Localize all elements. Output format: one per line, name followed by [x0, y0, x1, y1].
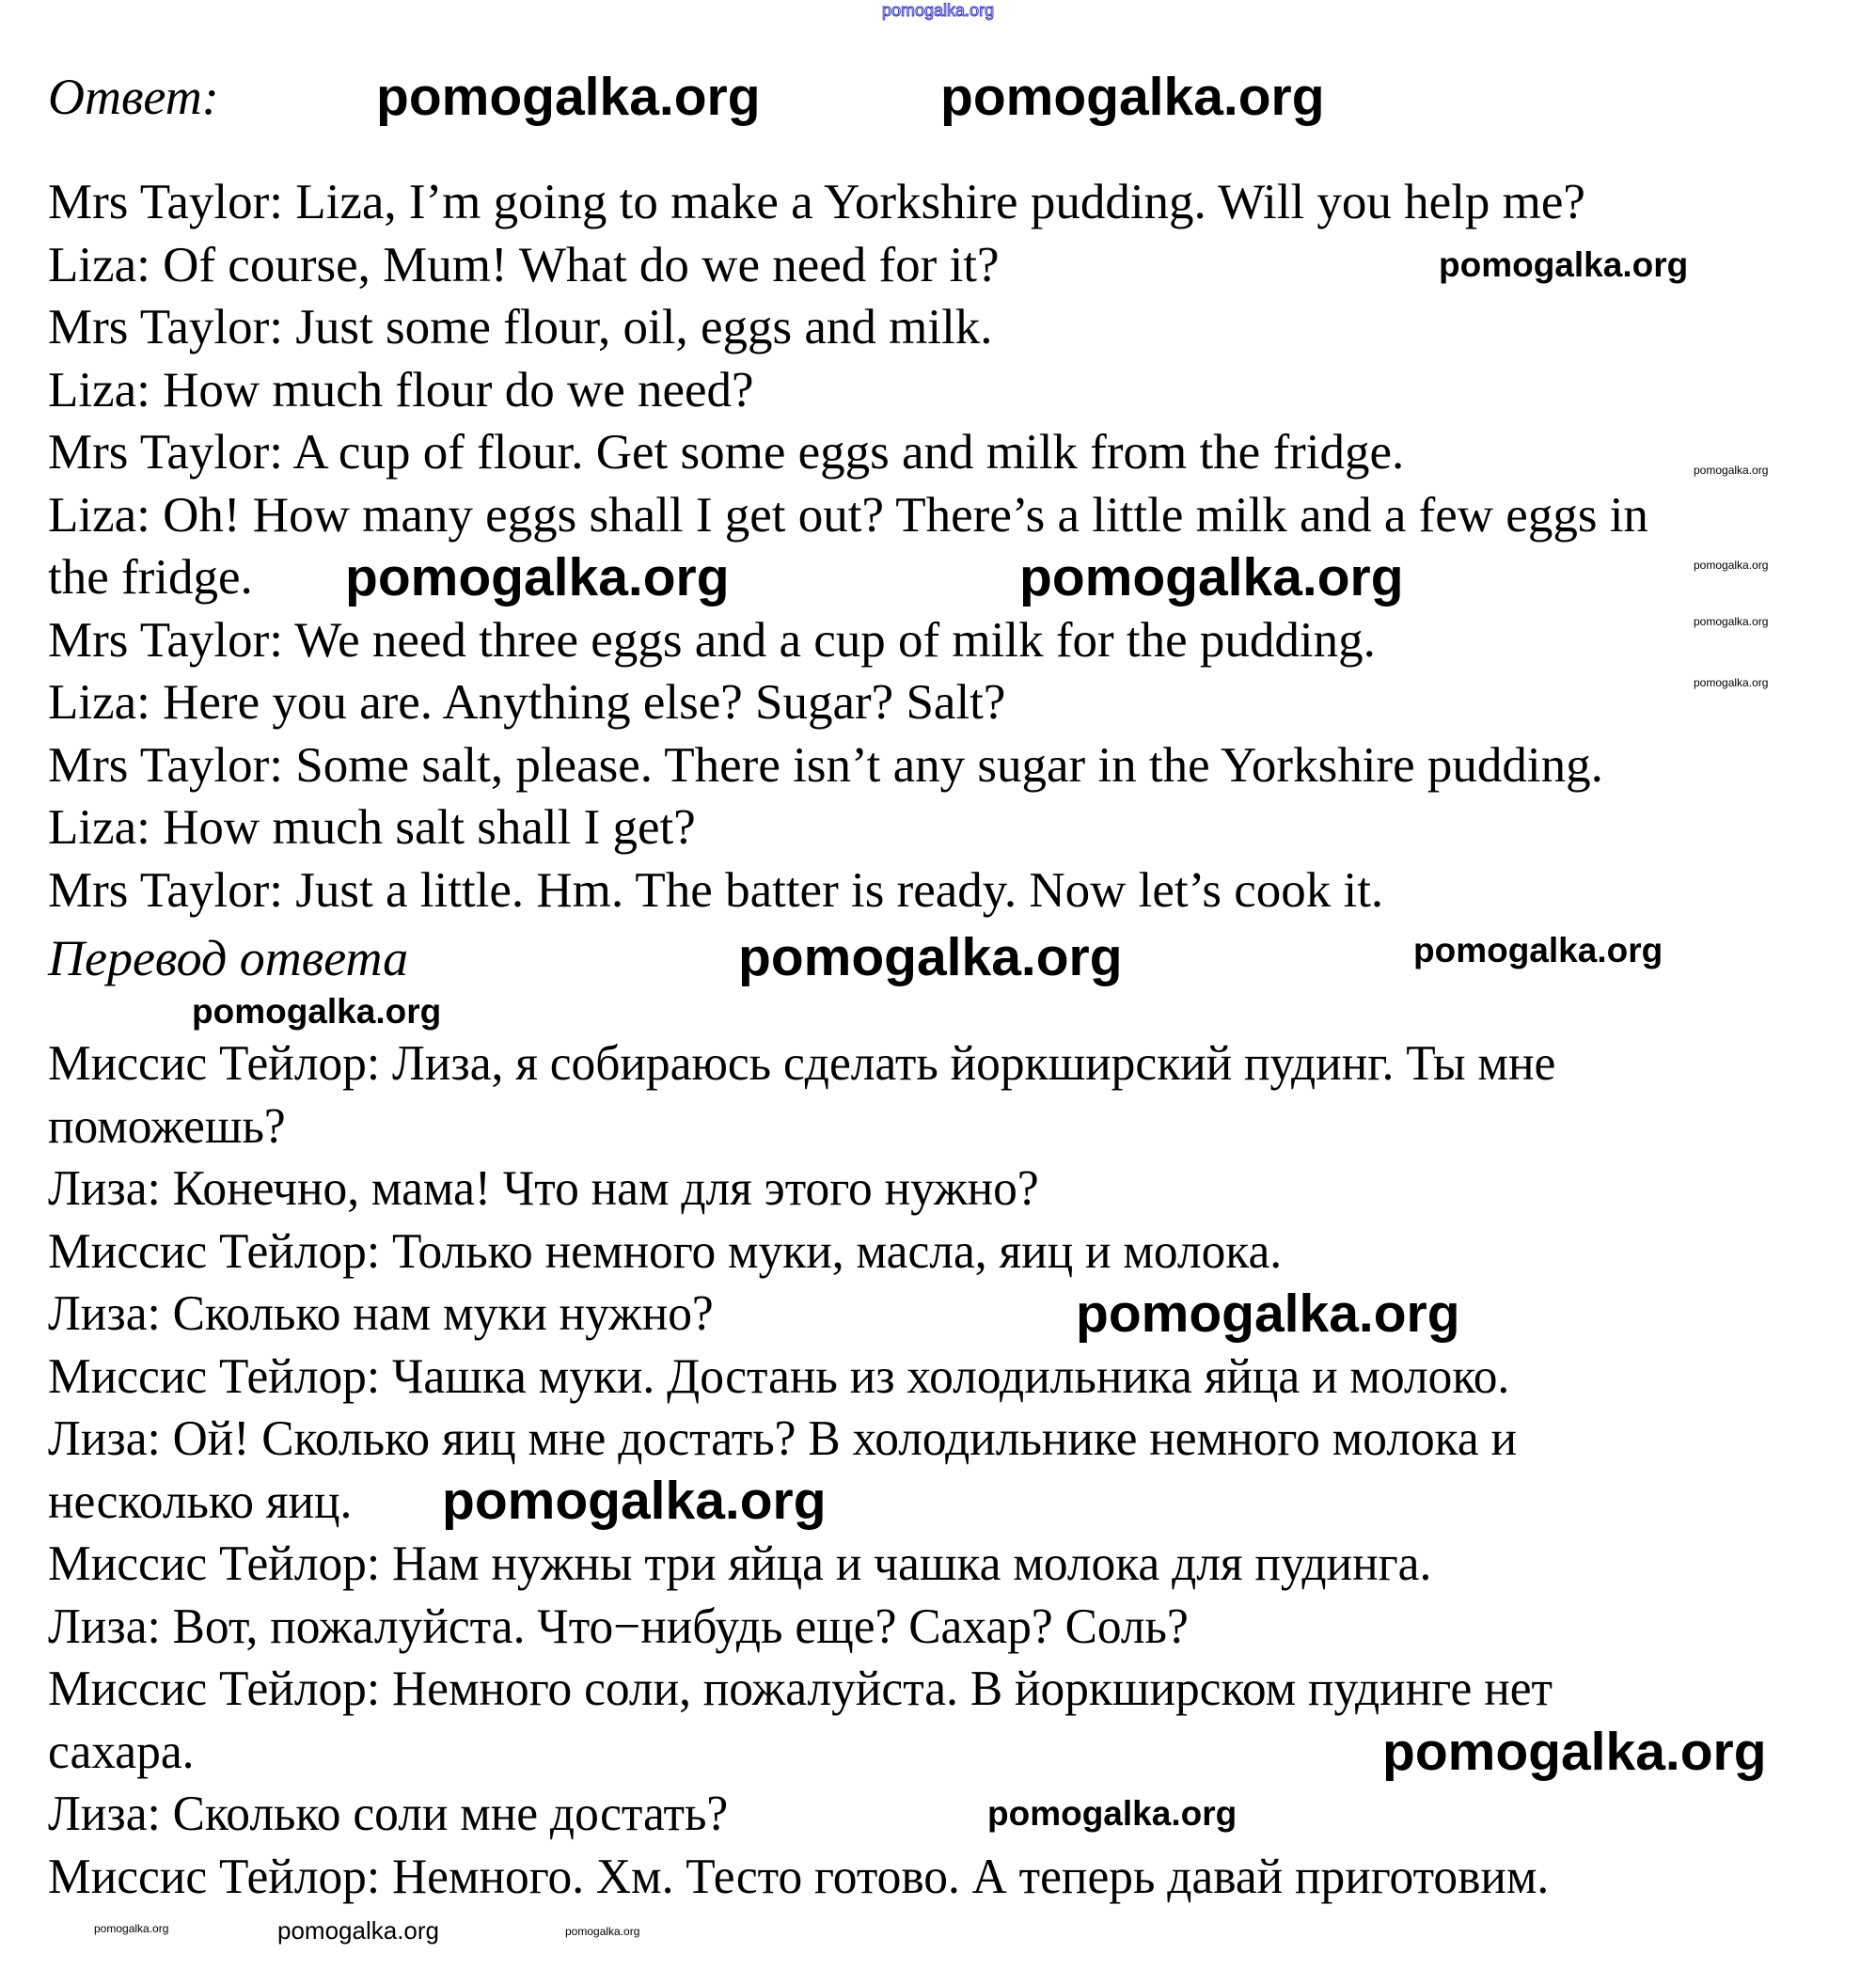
dialogue-line: Миссис Тейлор: Только немного муки, масла, яиц и молока.	[48, 1223, 1283, 1279]
dialogue-line: Миссис Тейлор: Немного соли, пожалуйста. В йоркширском пудинге нет	[48, 1662, 1553, 1716]
dialogue-line: Миссис Тейлор: Нам нужны три яйца и чашка молока для пудинга.	[48, 1536, 1432, 1591]
dialogue-line: Mrs Taylor: Liza, I’m going to make a Yorkshire pudding. Will you help me?	[48, 175, 1585, 229]
dialogue-line: Mrs Taylor: A cup of flour. Get some eggs and milk from the fridge.	[48, 425, 1405, 480]
dialogue-line: Лиза: Сколько нам муки нужно?	[48, 1286, 714, 1341]
dialogue-line: Mrs Taylor: Some salt, please. There isn’t any sugar in the Yorkshire pudding.	[48, 737, 1603, 793]
dialogue-line: Миссис Тейлор: Немного. Хм. Тесто готово. А теперь давай приготовим.	[48, 1849, 1550, 1904]
dialogue-line: Liza: How much salt shall I get?	[48, 800, 696, 855]
watermark: pomogalka.org	[940, 67, 1325, 127]
watermark: pomogalka.org	[1019, 547, 1404, 607]
watermark: pomogalka.org	[987, 1794, 1238, 1833]
watermark: pomogalka.org	[94, 1922, 169, 1935]
watermark: pomogalka.org	[376, 67, 761, 127]
dialogue-line: the fridge.	[48, 550, 253, 605]
dialogue-line: Лиза: Ой! Сколько яиц мне достать? В холодильнике немного молока и	[48, 1411, 1518, 1466]
watermark: pomogalka.org	[565, 1925, 640, 1938]
dialogue-line: Liza: How much flour do we need?	[48, 362, 754, 417]
watermark-top: pomogalka.org	[882, 1, 995, 20]
dialogue-line: Миссис Тейлор: Лиза, я собираюсь сделать йоркширский пудинг. Ты мне	[48, 1036, 1556, 1091]
dialogue-line: несколько яиц.	[48, 1473, 353, 1529]
watermark: pomogalka.org	[1076, 1284, 1460, 1344]
dialogue-line: поможешь?	[48, 1098, 286, 1154]
dialogue-line: Mrs Taylor: Just some flour, oil, eggs and milk.	[48, 300, 993, 354]
watermark: pomogalka.org	[738, 927, 1123, 987]
watermark: pomogalka.org	[1413, 931, 1663, 969]
translation-heading: Перевод ответа	[48, 930, 409, 986]
dialogue-line: Лиза: Вот, пожалуйста. Что−нибудь еще? Сахар? Соль?	[48, 1599, 1189, 1654]
watermark: pomogalka.org	[1382, 1722, 1767, 1782]
watermark: pomogalka.org	[345, 547, 730, 607]
watermark: pomogalka.org	[1694, 676, 1769, 689]
answer-heading: Ответ:	[48, 69, 219, 125]
english-dialogue	[48, 171, 1648, 921]
dialogue-line: Лиза: Конечно, мама! Что нам для этого нужно?	[48, 1161, 1039, 1216]
watermark: pomogalka.org	[1694, 464, 1769, 477]
dialogue-line: Миссис Тейлор: Чашка муки. Достань из холодильника яйца и молоко.	[48, 1348, 1510, 1404]
dialogue-line: сахара.	[48, 1724, 195, 1779]
dialogue-line: Mrs Taylor: We need three eggs and a cup of milk for the pudding.	[48, 612, 1376, 668]
dialogue-line: Liza: Oh! How many eggs shall I get out? There’s a little milk and a few eggs in	[48, 487, 1648, 543]
watermark: pomogalka.org	[192, 992, 442, 1031]
watermark: pomogalka.org	[277, 1916, 439, 1945]
watermark: pomogalka.org	[442, 1471, 827, 1531]
dialogue-line: Liza: Of course, Mum! What do we need for it?	[48, 237, 1000, 292]
watermark: pomogalka.org	[1694, 615, 1769, 628]
dialogue-line: Mrs Taylor: Just a little. Hm. The batter is ready. Now let’s cook it.	[48, 862, 1384, 918]
watermark: pomogalka.org	[1694, 559, 1769, 572]
dialogue-line: Лиза: Сколько соли мне достать?	[48, 1787, 729, 1841]
watermark: pomogalka.org	[1439, 245, 1689, 284]
dialogue-line: Liza: Here you are. Anything else? Sugar? Salt?	[48, 675, 1006, 730]
